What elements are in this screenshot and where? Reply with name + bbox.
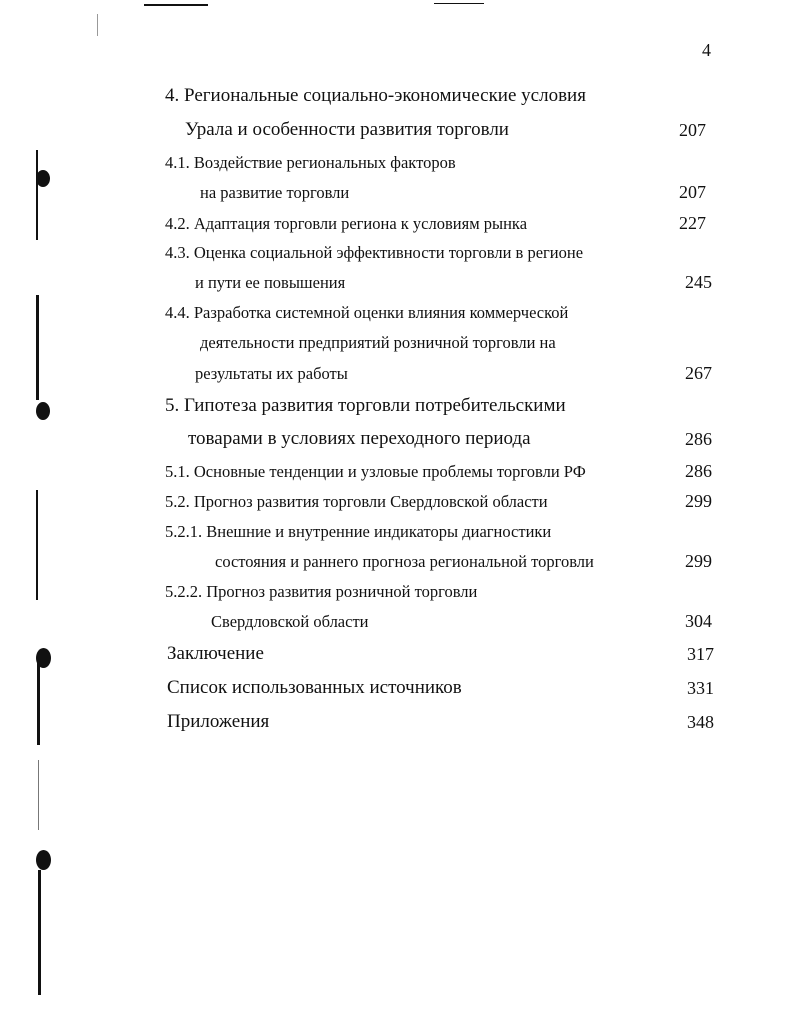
- toc-entry-page: 317: [687, 644, 714, 664]
- toc-entry-title: Приложения: [167, 711, 270, 732]
- toc-entry-page: 331: [687, 678, 714, 698]
- scan-artifact-tick: [97, 14, 98, 36]
- toc-entry-title: результаты их работы: [195, 364, 348, 383]
- binding-hole: [36, 850, 51, 870]
- toc-entry-title: 5. Гипотеза развития торговли потребительскими: [165, 395, 566, 416]
- toc-entry-title: 5.2.2. Прогноз развития розничной торговли: [165, 582, 478, 601]
- binding-line: [38, 870, 41, 995]
- toc-entry-page: 299: [685, 491, 712, 511]
- toc-entry-page: 227: [679, 213, 706, 233]
- binding-line: [38, 760, 39, 830]
- binding-line: [36, 150, 38, 240]
- toc-entry-page: 207: [679, 182, 706, 202]
- toc-entry-title: 4.2. Адаптация торговли региона к условиям рынка: [165, 214, 528, 233]
- toc-entry-title: 4. Региональные социально-экономические условия: [165, 85, 586, 106]
- toc-entry-page: 267: [685, 363, 712, 383]
- toc-entry-title: 4.1. Воздействие региональных факторов: [165, 153, 456, 172]
- toc-entry-title: Урала и особенности развития торговли: [185, 119, 509, 140]
- binding-hole: [36, 402, 50, 420]
- toc-entry-page: 286: [685, 429, 712, 449]
- toc-entry-title: 4.4. Разработка системной оценки влияния коммерческой: [165, 303, 569, 322]
- toc-entry-title: состояния и раннего прогноза региональной торговли: [215, 552, 594, 571]
- binding-line: [36, 295, 39, 400]
- binding-line: [36, 490, 38, 600]
- binding-hole: [36, 170, 50, 187]
- scan-artifact-top-line: [434, 3, 484, 4]
- scan-artifact-top-line: [144, 4, 208, 6]
- binding-line: [37, 655, 40, 745]
- toc-entry-page: 245: [685, 272, 712, 292]
- toc-entry-page: 348: [687, 712, 714, 732]
- toc-entry-title: Список использованных источников: [167, 677, 462, 698]
- toc-entry-page: 207: [679, 120, 706, 140]
- toc-entry-title: товарами в условиях переходного периода: [188, 428, 531, 449]
- toc-entry-title: и пути ее повышения: [195, 273, 346, 292]
- toc-entry-title: 4.3. Оценка социальной эффективности торговли в регионе: [165, 243, 584, 262]
- toc-entry-title: Свердловской области: [211, 612, 369, 631]
- toc-entry-title: 5.1. Основные тенденции и узловые проблемы торговли РФ: [165, 462, 586, 481]
- toc-entry-title: 5.2. Прогноз развития торговли Свердловской области: [165, 492, 548, 511]
- toc-entry-page: 304: [685, 611, 712, 631]
- toc-entry-title: Заключение: [167, 643, 264, 664]
- toc-entry-title: деятельности предприятий розничной торговли на: [200, 333, 556, 352]
- toc-entry-page: 299: [685, 551, 712, 571]
- toc-entry-page: 286: [685, 461, 712, 481]
- page-number: 4: [702, 40, 711, 60]
- toc-entry-title: на развитие торговли: [200, 183, 350, 202]
- toc-entry-title: 5.2.1. Внешние и внутренние индикаторы диагностики: [165, 522, 552, 541]
